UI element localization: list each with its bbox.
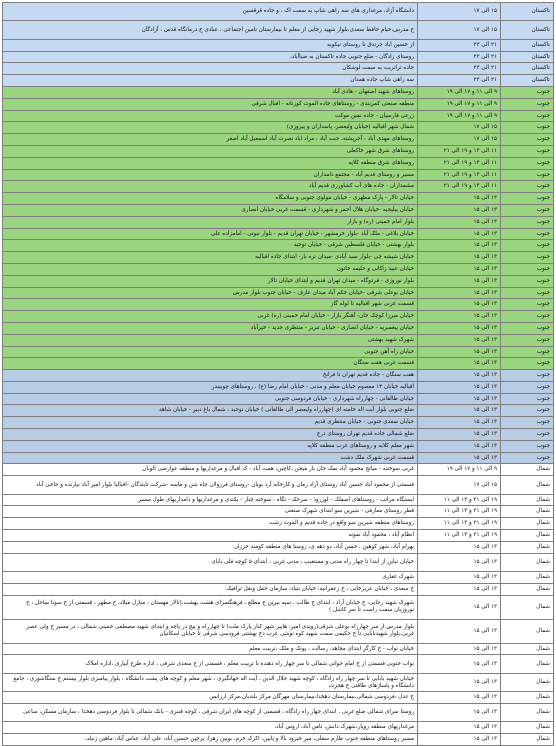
time-cell: ۱۳ الی ۱۵ — [418, 299, 501, 311]
area-cell: خیابان پیغمبریه - خیابان انصاری - خیابان تبریز - منتظری جدید - خیرآباد — [3, 322, 418, 334]
time-cell: ۱۳ الی ۱۵ — [418, 346, 501, 358]
time-cell: ۱۳ الی ۱۵ — [418, 692, 501, 704]
time-cell: ۱۳ الی ۱۵ — [418, 275, 501, 287]
region-cell: شمال — [501, 619, 554, 643]
area-cell: مرغداریهای منطقه زویار،شهرک دانش، ثامن آباد، اروس آباد، — [3, 722, 418, 734]
region-cell: جنوب — [501, 299, 554, 311]
region-cell: شمال — [501, 643, 554, 655]
table-row — [3, 275, 554, 287]
table-row — [3, 157, 554, 169]
table-row — [3, 63, 554, 75]
table-row — [3, 204, 554, 216]
area-cell: خیابان نیابن از ابتدا تا چهار راه مدنی و مستغیب ، مدنی غربی ، ابتدای ۵ کوچه قلی بابای — [3, 553, 418, 571]
table-row — [3, 370, 554, 382]
region-cell: جنوب — [501, 358, 554, 370]
time-cell: ۱۳ الی ۱۵ — [418, 595, 501, 619]
region-cell: جنوب — [501, 216, 554, 228]
time-cell: ۱۳ الی ۱۵ — [418, 393, 501, 405]
region-cell: جنوب — [501, 381, 554, 393]
time-cell: ۱۹ الی ۲۱ و ۱۳ الی ۱۱ — [418, 518, 501, 530]
table-row — [3, 506, 554, 518]
region-cell: جنوب — [501, 98, 554, 110]
table-row — [3, 134, 554, 146]
area-cell: قسمت غربی شهر اقبالیه تا لوله گاز — [3, 299, 418, 311]
region-cell: جنوب — [501, 393, 554, 405]
table-row — [3, 541, 554, 553]
time-cell: ۱۵ الی ۱۷ — [418, 3, 501, 21]
area-cell: روستای زادگان - ضلع جنوبی جاده تاکستان به ضیاآباد، — [3, 51, 418, 63]
schedule-rows — [3, 3, 554, 746]
time-cell: ۱۳ الی ۱۵ — [418, 204, 501, 216]
time-cell: ۱۳ الی ۱۵ — [418, 452, 501, 464]
time-cell: ۹ الی ۱۱ و ۱۷ الی ۱۹ — [418, 464, 501, 476]
table-row — [3, 216, 554, 228]
time-cell: ۱۳ الی ۱۵ — [418, 417, 501, 429]
region-cell: جنوب — [501, 452, 554, 464]
table-row — [3, 440, 554, 452]
region-cell: شمال — [501, 541, 554, 553]
region-cell: جنوب — [501, 204, 554, 216]
time-cell: ۱۳ الی ۱۵ — [418, 583, 501, 595]
region-cell: جنوب — [501, 346, 554, 358]
time-cell: ۱۳ الی ۱۵ — [418, 572, 501, 584]
region-cell: جنوب — [501, 181, 554, 193]
area-cell: مسیر و روستای قدیم آباد - مجتمع دامداران — [3, 169, 418, 181]
area-cell: زرعی فارسیان - جاده نمین موکت — [3, 110, 418, 122]
region-cell: شمال — [501, 494, 554, 506]
area-cell: مسیر روستاهای منطقه جنوب طارم سفلی، میر خیرود بالا و پایین، اکرک خرم، بویین زهرا، پرچین حسین آباد، علی آباد، عباس آباد، ماهین زنبلد، — [3, 734, 418, 746]
time-cell: ۱۳ الی ۱۵ — [418, 643, 501, 655]
table-row — [3, 405, 554, 417]
time-cell: ۱۳ الی ۱۵ — [418, 440, 501, 452]
time-cell: ۱۳ الی ۱۵ — [418, 673, 501, 691]
time-cell: ۹ الی ۱۱ و ۱۷ الی ۱۹ — [418, 98, 501, 110]
region-cell: جنوب — [501, 252, 554, 264]
time-cell: ۱۳ الی ۱۵ — [418, 405, 501, 417]
time-cell: ۱۳ الی ۱۵ — [418, 216, 501, 228]
region-cell: جنوب — [501, 228, 554, 240]
table-row — [3, 263, 554, 275]
table-row — [3, 553, 554, 571]
area-cell: نواب جنوبی قسمتی از خ امام جوانی شمالی تا سر چهار راه دهنده تا تربیت معلم ، قسمتی از خ سعدی شرقی ، اداره طرح آبیاری ،اداره املاک — [3, 655, 418, 673]
region-cell: شمال — [501, 530, 554, 542]
table-row — [3, 358, 554, 370]
region-cell: جنوب — [501, 145, 554, 157]
table-row — [3, 86, 554, 98]
region-cell: جنوب — [501, 334, 554, 346]
time-cell: ۹ الی ۱۱ و ۱۷ الی ۱۹ — [418, 86, 501, 98]
time-cell: ۱۱ الی ۱۳ و ۱۹ الی ۲۱ — [418, 145, 501, 157]
area-cell: جاده ترانزیت به سمت لوشکان — [3, 63, 418, 75]
table-row — [3, 704, 554, 722]
area-cell: قسمت غربی شهرک ملک دشت — [3, 452, 418, 464]
table-row — [3, 530, 554, 542]
table-row — [3, 122, 554, 134]
area-cell: ضلع جنوبی بلوار آیت اله خامنه ای (چهارراه ولیعصر الی طالقانی ) خیابان توحید ، شمال باغ دبیر - خیابان شاهد — [3, 405, 418, 417]
table-row — [3, 98, 554, 110]
table-row — [3, 595, 554, 619]
time-cell: ۱۱ الی ۱۳ و ۱۹ الی ۲۱ — [418, 181, 501, 193]
table-row — [3, 299, 554, 311]
region-cell: جنوب — [501, 157, 554, 169]
table-row — [3, 494, 554, 506]
table-row — [3, 240, 554, 252]
time-cell: ۱۳ الی ۱۵ — [418, 722, 501, 734]
table-row — [3, 583, 554, 595]
table-row — [3, 346, 554, 358]
region-cell: شمال — [501, 673, 554, 691]
area-cell: روستاهای شرق شهر خاکعلی — [3, 145, 418, 157]
area-cell: خ مدرس،خیام حافظ سعدی،بلوار شهید رجایی از معلم تا بیمارستان تامین اجتماعی ، عبادی خ درمانگاه قدس ، آزادگان — [3, 21, 418, 39]
time-cell: ۱۳ الی ۱۵ — [418, 358, 501, 370]
area-cell: ضلع شمالی جاده قدیم تهران روستای درج — [3, 429, 418, 441]
time-cell: ۱۳ الی ۱۵ — [418, 263, 501, 275]
area-cell: خیابان تالار - پارک مطهری - خیابان مولوی جنوبی و سلامگاه — [3, 193, 418, 205]
time-cell: ۱۵ الی ۱۷ — [418, 21, 501, 39]
area-cell: منطقه صنعتی کمربندی - روستاهای جاده الموت کوزنانه - اقبال شرقی — [3, 98, 418, 110]
table-row — [3, 476, 554, 494]
area-cell: بلوار نوروزی - فردوگاه - میدان تهران قدیم و ابتدای خیابان تالار — [3, 275, 418, 287]
area-cell: قسمت غربی هفت سنگان — [3, 358, 418, 370]
table-row — [3, 169, 554, 181]
area-cell: غربی سوختنه - میانج محمود آباد نمک خان بار میجن ،کاچین، همت آباد - ک اقبال و مرغداریها و منطقه عوارضی الوبان — [3, 464, 418, 476]
time-cell: ۱۳ الی ۱۵ — [418, 193, 501, 205]
table-row — [3, 673, 554, 691]
area-cell: روستاهای مهدی آباد - آجرپشته، جنت آباد ، مراد اباد نصرت آباد اسمعیل آباد اصغر — [3, 134, 418, 146]
area-cell: شمال شهر اقبالیه (خیابان ولیعصر، پاسداران و پیروزی) — [3, 122, 418, 134]
time-cell: ۱۳ الی ۱۵ — [418, 334, 501, 346]
power-schedule-table — [2, 2, 554, 746]
time-cell: ۱۳ الی ۱۵ — [418, 228, 501, 240]
region-cell: جنوب — [501, 169, 554, 181]
region-cell: تاکستان — [501, 51, 554, 63]
area-cell: فطر روستای معارفی - شیرین سو ابتدای شهرک صنعتی — [3, 506, 418, 518]
time-cell: ۲۱ الی ۲۳ — [418, 75, 501, 87]
region-cell: شمال — [501, 722, 554, 734]
area-cell: قسمتی از محمود آباد حسین آباد روستای آزاد زمان و کارخانه آرد بویان -روستای فرزولان چاه شن و ماسه -شرکت تابندگان -اقبالیا بلوار امیر آباد نیارنده و حاجی آباد — [3, 476, 418, 494]
region-cell: شمال — [501, 704, 554, 722]
table-row — [3, 692, 554, 704]
time-cell: ۱۱ الی ۱۳ و ۱۹ الی ۲۱ — [418, 169, 501, 181]
region-cell: شمال — [501, 553, 554, 571]
time-cell: ۱۳ الی ۱۵ — [418, 704, 501, 722]
time-cell: ۱۳ الی ۱۵ — [418, 553, 501, 571]
region-cell: جنوب — [501, 275, 554, 287]
region-cell: شمال — [501, 506, 554, 518]
region-cell: شمال — [501, 692, 554, 704]
area-cell: شهر معلم کلایه و روستاهای غرب منطقه کلاپه — [3, 440, 418, 452]
region-cell: شمال — [501, 583, 554, 595]
area-cell: خیابان عبید زاکانی و حلیمه خاتون — [3, 263, 418, 275]
time-cell: ۱۹ الی ۲۱ و ۱۳ الی ۱۱ — [418, 494, 501, 506]
table-row — [3, 429, 554, 441]
table-row — [3, 655, 554, 673]
area-cell: از حسین اباد جرندق تا روستای نیکویه — [3, 39, 418, 51]
area-cell: ایستگاه مراتب - روستاهای اصفلک - لوزروذ - سرخک - تگاه - سوخته چنار - بکندی و مرغداریها و دامداریهای طول مسیر — [3, 494, 418, 506]
area-cell: خیابان طالقانی - چهارراه شهرداری - خیابان فردوسی جنوبی — [3, 393, 418, 405]
area-cell: سه راهی شاپ جاده همدان — [3, 75, 418, 87]
table-row — [3, 228, 554, 240]
time-cell: ۱۹ الی ۲۱ و ۱۳ الی ۱۱ — [418, 530, 501, 542]
time-cell: ۱۳ الی ۱۵ — [418, 655, 501, 673]
area-cell: خیابان شهید بابایی تا سر چهار راه زادگاه ، کوچه شهید جلال الدین ، آیت اله جهانگیری ، شهر معلم و کوچه های پشت دانشگاه ، بلوار پیامبری بلوار بیستم خ سنگاشوری ، جامع دانشگاه و پاساژهای طاقتی خ هجرت — [3, 673, 418, 691]
table-row — [3, 51, 554, 63]
time-cell: ۱۳ الی ۱۵ — [418, 429, 501, 441]
area-cell: خ سعدی ، خیابان عزیزخانی ، خ زعفرانیه، خیابان بنیاد، سازمان حمل ونقل ترافیک. — [3, 583, 418, 595]
time-cell: ۱۱ الی ۱۳ و ۱۹ الی ۲۱ — [418, 157, 501, 169]
area-cell: هفت سنگان - جاده قدیم تهران تا فرانخ — [3, 370, 418, 382]
area-cell: انظام آباد ، محمود آباد نمونه — [3, 530, 418, 542]
area-cell: بلوار مدرس از سر چهارراه بوعلی شرقی(رویدی امیر، هایپر شهر کنار پارک ملت) تا چهارراه و پیچ در پاچه و ابتدای شهید مصطفی خمینی شمالی ، در مسیر خ ولی عصر غربی،بلوار شهیدبابایی تا خ حکیمی سمت شهید کوه نوشی عرب دخ بهشتی فرودسی شرقی تا خیابان اسکانیان — [3, 619, 418, 643]
table-row — [3, 193, 554, 205]
region-cell: جنوب — [501, 263, 554, 275]
time-cell: ۱۳ الی ۱۵ — [418, 381, 501, 393]
region-cell: جنوب — [501, 193, 554, 205]
table-row — [3, 572, 554, 584]
time-cell: ۱۳ الی ۱۵ — [418, 370, 501, 382]
table-row — [3, 181, 554, 193]
region-cell: جنوب — [501, 417, 554, 429]
region-cell: تاکستان — [501, 75, 554, 87]
region-cell: جنوب — [501, 405, 554, 417]
area-cell: خیابان بیلیجیه -خیابان هلال احمر و شهرداری - قسمت غربی خیابان انصاری — [3, 204, 418, 216]
area-cell: خیابان شیشه چی -بلوار سید آبادی -میدان تره بار- ابتدای جاده اقبالیه — [3, 252, 418, 264]
area-cell: روستا سرای شمالی ضلع غربی ، ابتدای جهار راه زادگاه ، قسمتی از کوچه های ایران شرقی ، کوچه قنبری - بانک شمالی تا بلوار فردوسی دهخدا ، سازمان مسکن، ساعی — [3, 704, 418, 722]
region-cell: شمال — [501, 595, 554, 619]
region-cell: شمال — [501, 572, 554, 584]
time-cell: ۱۵ الی ۱۷ — [418, 476, 501, 494]
region-cell: شمال — [501, 518, 554, 530]
table-row — [3, 619, 554, 643]
table-row — [3, 39, 554, 51]
region-cell: شمال — [501, 464, 554, 476]
area-cell: روستاهای شرق منطقه کلاپه — [3, 157, 418, 169]
time-cell: ۲۱ الی ۲۳ — [418, 51, 501, 63]
region-cell: جنوب — [501, 110, 554, 122]
area-cell: خیابان میرزا کوچک خان- آهنگر بازار - خیابان امام خمینی (ره) غربی — [3, 311, 418, 323]
area-cell: شهرک شهید بهشتی — [3, 334, 418, 346]
area-cell: روستاهای منطقه شیرین سو واقع در جاده قدیم و الموت رشت — [3, 518, 418, 530]
table-row — [3, 452, 554, 464]
table-row — [3, 145, 554, 157]
time-cell: ۱۹ الی ۲۱ و ۱۳ الی ۱۱ — [418, 506, 501, 518]
table-row — [3, 287, 554, 299]
area-cell: خیابان سعدی جنوبی - خیابان منتظری قدیم — [3, 417, 418, 429]
table-row — [3, 381, 554, 393]
region-cell: جنوب — [501, 311, 554, 323]
region-cell: جنوب — [501, 440, 554, 452]
area-cell: شهرک غفاری — [3, 572, 418, 584]
region-cell: جنوب — [501, 287, 554, 299]
region-cell: شمال — [501, 476, 554, 494]
time-cell: ۱۳ الی ۱۵ — [418, 541, 501, 553]
table-row — [3, 252, 554, 264]
area-cell: بلوار بهشتی - خیابان فلسطین شرقی - خیابان توحید — [3, 240, 418, 252]
region-cell: جنوب — [501, 322, 554, 334]
table-row — [3, 322, 554, 334]
area-cell: بهرام آباد، شهر کوهین ، حسن آباد، دو دهه ی، روستا های منطقه کومند خرزان — [3, 541, 418, 553]
time-cell: ۲۱ الی ۲۳ — [418, 39, 501, 51]
region-cell: تاکستان — [501, 3, 554, 21]
area-cell: مشمداران - جاده های آب کشاورزی قدیم آباد — [3, 181, 418, 193]
region-cell: جنوب — [501, 240, 554, 252]
table-row — [3, 110, 554, 122]
time-cell: ۹ الی ۱۱ و ۱۷ الی ۱۹ — [418, 110, 501, 122]
time-cell: ۱۳ الی ۱۵ — [418, 322, 501, 334]
region-cell: جنوب — [501, 429, 554, 441]
area-cell: دانشگاه آزاد، مرغداری های سه راهی شاپ به سمت اک ، و جاده قرقسین — [3, 3, 418, 21]
time-cell: ۱۳ الی ۱۵ — [418, 287, 501, 299]
area-cell: اقبالیه خیابان ۱۴ معصوم خیابان معلم و مدنی - خیابان امام رضا (ع) ، روستاهای چوبیندر — [3, 381, 418, 393]
table-row — [3, 734, 554, 746]
table-row — [3, 75, 554, 87]
time-cell: ۱۳ الی ۱۵ — [418, 311, 501, 323]
area-cell: خیابان بلاغی - ملک آباد -بلوار خرمشهر - خیابان تهران قدیم - بلوار نبوتی - امامزاده علی — [3, 228, 418, 240]
region-cell: تاکستان — [501, 39, 554, 51]
region-cell: جنوب — [501, 370, 554, 382]
table-row — [3, 722, 554, 734]
region-cell: تاکستان — [501, 63, 554, 75]
area-cell: خیابان بوعلی شرقی -خیابان حکم آباد میدان عارف - خیابان جنوب بلوار مدرس — [3, 287, 418, 299]
table-row — [3, 3, 554, 21]
table-row — [3, 643, 554, 655]
area-cell: بلوار امام خمینی (ره) و بازار — [3, 216, 418, 228]
area-cell: روستاهای شهید اصفهان - هادی آباد — [3, 86, 418, 98]
time-cell: ۲۱ الی ۲۳ — [418, 63, 501, 75]
table-row — [3, 417, 554, 429]
region-cell: تاکستان — [501, 21, 554, 39]
table-row — [3, 334, 554, 346]
time-cell: ۱۵ الی ۱۷ — [418, 122, 501, 134]
table-row — [3, 393, 554, 405]
region-cell: شمال — [501, 655, 554, 673]
region-cell: جنوب — [501, 134, 554, 146]
table-row — [3, 464, 554, 476]
time-cell: ۱۵ الی ۱۷ — [418, 134, 501, 146]
region-cell: شمال — [501, 734, 554, 746]
time-cell: ۱۳ الی ۱۵ — [418, 252, 501, 264]
region-cell: جنوب — [501, 122, 554, 134]
area-cell: شهرک شهید رجایی، خ خیابان آراد ، ابتدای خ طالب ، سپه بیرین خ مطلع ، فرهنگسرای هشت بهشت،(تالار مهستان ، منازل میلاد، خ مطهر ، قسمتی از خ سونا ساحل ، خ نوروزیان سمت راست تا سر کاشل ) — [3, 595, 418, 619]
area-cell: خیابان نواب - خ کارگر ابتدای مجاهد، رسالت ، پونک و ملک ،تربیت معلم — [3, 643, 418, 655]
table-row — [3, 21, 554, 39]
table-row — [3, 518, 554, 530]
time-cell: ۱۳ الی ۱۵ — [418, 240, 501, 252]
area-cell: خ عدل ،فردوسی شمالی،بیمارستان دهخدا،بیمارستان مهرگان مرکز بلندیان،مرکز ارزانس — [3, 692, 418, 704]
time-cell: ۱۳ الی ۱۵ — [418, 734, 501, 746]
region-cell: جنوب — [501, 86, 554, 98]
area-cell: خیابان راه آهن جنوبی — [3, 346, 418, 358]
table-row — [3, 311, 554, 323]
time-cell: ۱۳ الی ۱۵ — [418, 619, 501, 643]
